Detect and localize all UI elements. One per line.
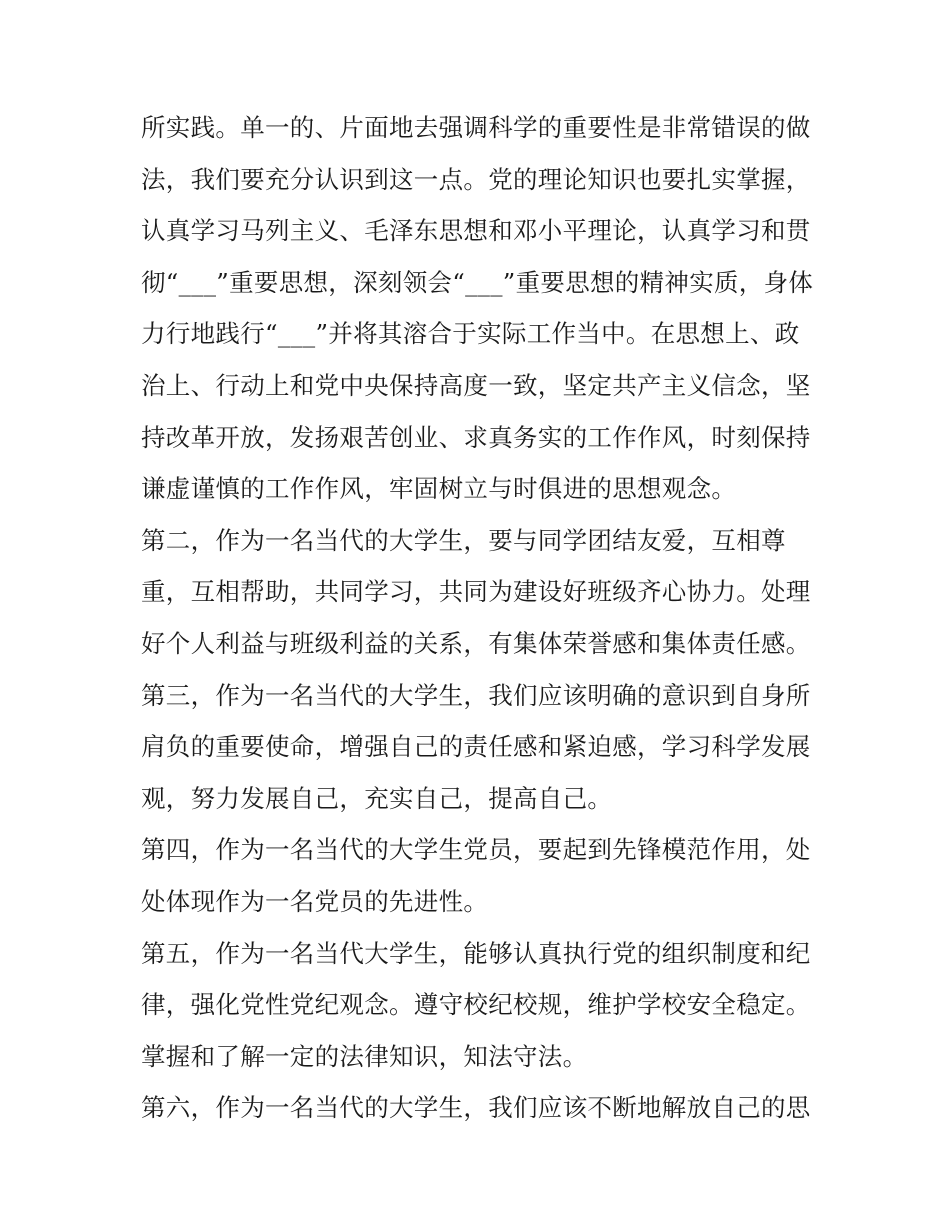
- text-line: 肩负的重要使命，增强自己的责任感和紧迫感，学习科学发展: [141, 732, 811, 762]
- text-line: 掌握和了解一定的法律知识，知法守法。: [141, 1041, 588, 1071]
- text-line: 谦虚谨慎的工作作风，牢固树立与时俱进的思想观念。: [141, 474, 737, 504]
- text-line: 力行地践行“___”并将其溶合于实际工作当中。在思想上、政: [141, 319, 800, 349]
- text-line: 第三，作为一名当代的大学生，我们应该明确的意识到自身所: [141, 680, 811, 710]
- text-line: 第六，作为一名当代的大学生，我们应该不断地解放自己的思: [141, 1093, 811, 1123]
- text-line: 观，努力发展自己，充实自己，提高自己。: [141, 783, 613, 813]
- text-line: 认真学习马列主义、毛泽东思想和邓小平理论，认真学习和贯: [141, 216, 811, 246]
- text-line: 法，我们要充分认识到这一点。党的理论知识也要扎实掌握，: [141, 164, 811, 194]
- text-line: 重，互相帮助，共同学习，共同为建设好班级齐心协力。处理: [141, 577, 811, 607]
- text-line: 律，强化党性党纪观念。遵守校纪校规，维护学校安全稳定。: [141, 990, 811, 1020]
- document-body: [141, 102, 821, 1134]
- text-line: 持改革开放，发扬艰苦创业、求真务实的工作作风，时刻保持: [141, 422, 811, 452]
- text-line: 第四，作为一名当代的大学生党员，要起到先锋模范作用，处: [141, 835, 811, 865]
- text-line: 第二，作为一名当代的大学生，要与同学团结友爱，互相尊: [141, 525, 786, 555]
- text-line: 好个人利益与班级利益的关系，有集体荣誉感和集体责任感。: [141, 628, 811, 658]
- text-line: 彻“___”重要思想，深刻领会“___”重要思想的精神实质，身体: [141, 267, 814, 297]
- text-line: 第五，作为一名当代大学生，能够认真执行党的组织制度和纪: [141, 938, 811, 968]
- text-line: 治上、行动上和党中央保持高度一致，坚定共产主义信念，坚: [141, 370, 811, 400]
- text-line: 处体现作为一名党员的先进性。: [141, 886, 489, 916]
- text-line: 所实践。单一的、片面地去强调科学的重要性是非常错误的做: [141, 113, 811, 142]
